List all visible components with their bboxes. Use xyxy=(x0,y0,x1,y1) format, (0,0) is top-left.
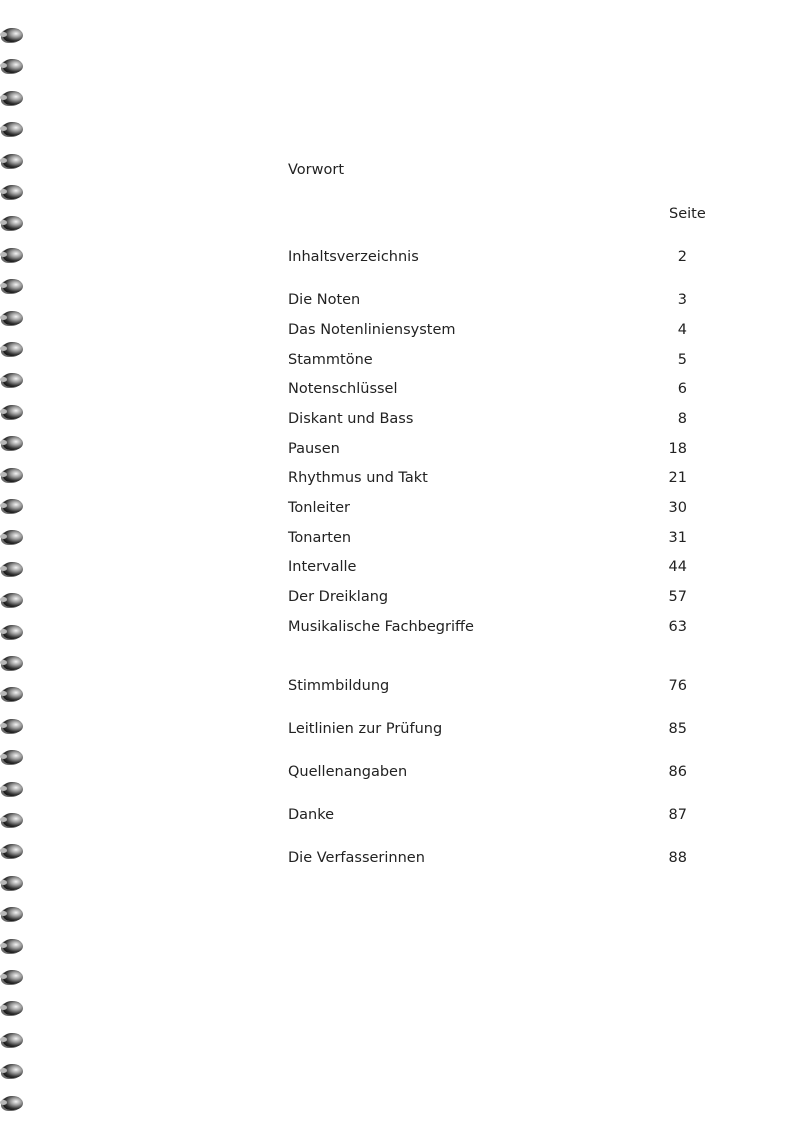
binding-ring-icon xyxy=(3,813,23,827)
binding-ring-icon xyxy=(3,248,23,262)
binding-ring-icon xyxy=(3,279,23,293)
binding-ring-icon xyxy=(3,876,23,890)
toc-entry-title: Die Noten xyxy=(288,292,361,308)
binding-ring-icon xyxy=(3,782,23,796)
toc-entry-page-number: 86 xyxy=(668,764,687,780)
toc-entry-page-number: 5 xyxy=(677,352,687,368)
toc-entry-page-number: 85 xyxy=(668,721,687,737)
binding-ring-icon xyxy=(3,844,23,858)
toc-entry-title: Der Dreiklang xyxy=(288,589,389,605)
binding-ring-icon xyxy=(3,687,23,701)
toc-entry-title: Stimmbildung xyxy=(288,678,390,694)
toc-entry-page-number: 63 xyxy=(668,619,687,635)
binding-ring-icon xyxy=(3,970,23,984)
toc-entry-title: Danke xyxy=(288,807,335,823)
toc-entry-title: Tonarten xyxy=(288,530,352,546)
toc-entry-title: Rhythmus und Takt xyxy=(288,470,428,486)
binding-ring-icon xyxy=(3,625,23,639)
toc-entry-page-number: 30 xyxy=(668,500,687,516)
binding-ring-icon xyxy=(3,405,23,419)
binding-ring-icon xyxy=(3,562,23,576)
toc-entry-title: Diskant und Bass xyxy=(288,411,414,427)
binding-ring-icon xyxy=(3,499,23,513)
toc-entry-title: Notenschlüssel xyxy=(288,381,398,397)
binding-ring-icon xyxy=(3,1001,23,1015)
binding-ring-icon xyxy=(3,59,23,73)
binding-ring-icon xyxy=(3,122,23,136)
toc-entry-title: Inhaltsverzeichnis xyxy=(288,249,419,265)
binding-ring-icon xyxy=(3,939,23,953)
binding-ring-icon xyxy=(3,468,23,482)
toc-entry-title: Die Verfasserinnen xyxy=(288,850,425,866)
toc-entry-page-number: 87 xyxy=(668,807,687,823)
toc-entry-page-number: 44 xyxy=(668,559,687,575)
toc-entry-page-number: 76 xyxy=(668,678,687,694)
toc-entry-page-number: 3 xyxy=(677,292,687,308)
toc-entry-page-number: 31 xyxy=(668,530,687,546)
binding-ring-icon xyxy=(3,656,23,670)
binding-ring-icon xyxy=(3,154,23,168)
binding-ring-icon xyxy=(3,750,23,764)
toc-entry-page-number: 8 xyxy=(677,411,687,427)
binding-ring-icon xyxy=(3,311,23,325)
binding-ring-icon xyxy=(3,1096,23,1110)
toc-entry-title: Das Notenliniensystem xyxy=(288,322,456,338)
binding-ring-icon xyxy=(3,530,23,544)
toc-entry-title: Intervalle xyxy=(288,559,357,575)
toc-entry-title: Quellenangaben xyxy=(288,764,408,780)
binding-ring-icon xyxy=(3,373,23,387)
spiral-binding xyxy=(0,0,30,1131)
binding-ring-icon xyxy=(3,185,23,199)
binding-ring-icon xyxy=(3,216,23,230)
toc-entry-page-number: 4 xyxy=(677,322,687,338)
toc-entry-page-number: 57 xyxy=(668,589,687,605)
toc-entry-title: Musikalische Fachbegriffe xyxy=(288,619,474,635)
page-column-header: Seite xyxy=(669,206,706,222)
toc-entry-page-number: 6 xyxy=(677,381,687,397)
toc-entry-title: Stammtöne xyxy=(288,352,373,368)
toc-entry-title: Tonleiter xyxy=(288,500,351,516)
binding-ring-icon xyxy=(3,907,23,921)
toc-entry-page-number: 2 xyxy=(677,249,687,265)
binding-ring-icon xyxy=(3,1033,23,1047)
toc-entry-page-number: 18 xyxy=(668,441,687,457)
binding-ring-icon xyxy=(3,91,23,105)
binding-ring-icon xyxy=(3,436,23,450)
binding-ring-icon xyxy=(3,28,23,42)
binding-ring-icon xyxy=(3,1064,23,1078)
binding-ring-icon xyxy=(3,593,23,607)
binding-ring-icon xyxy=(3,719,23,733)
toc-entry-title: Leitlinien zur Prüfung xyxy=(288,721,443,737)
toc-entry-page-number: 88 xyxy=(668,850,687,866)
toc-entry-page-number: 21 xyxy=(668,470,687,486)
toc-entry-title: Pausen xyxy=(288,441,340,457)
page-title: Vorwort xyxy=(288,162,345,178)
binding-ring-icon xyxy=(3,342,23,356)
